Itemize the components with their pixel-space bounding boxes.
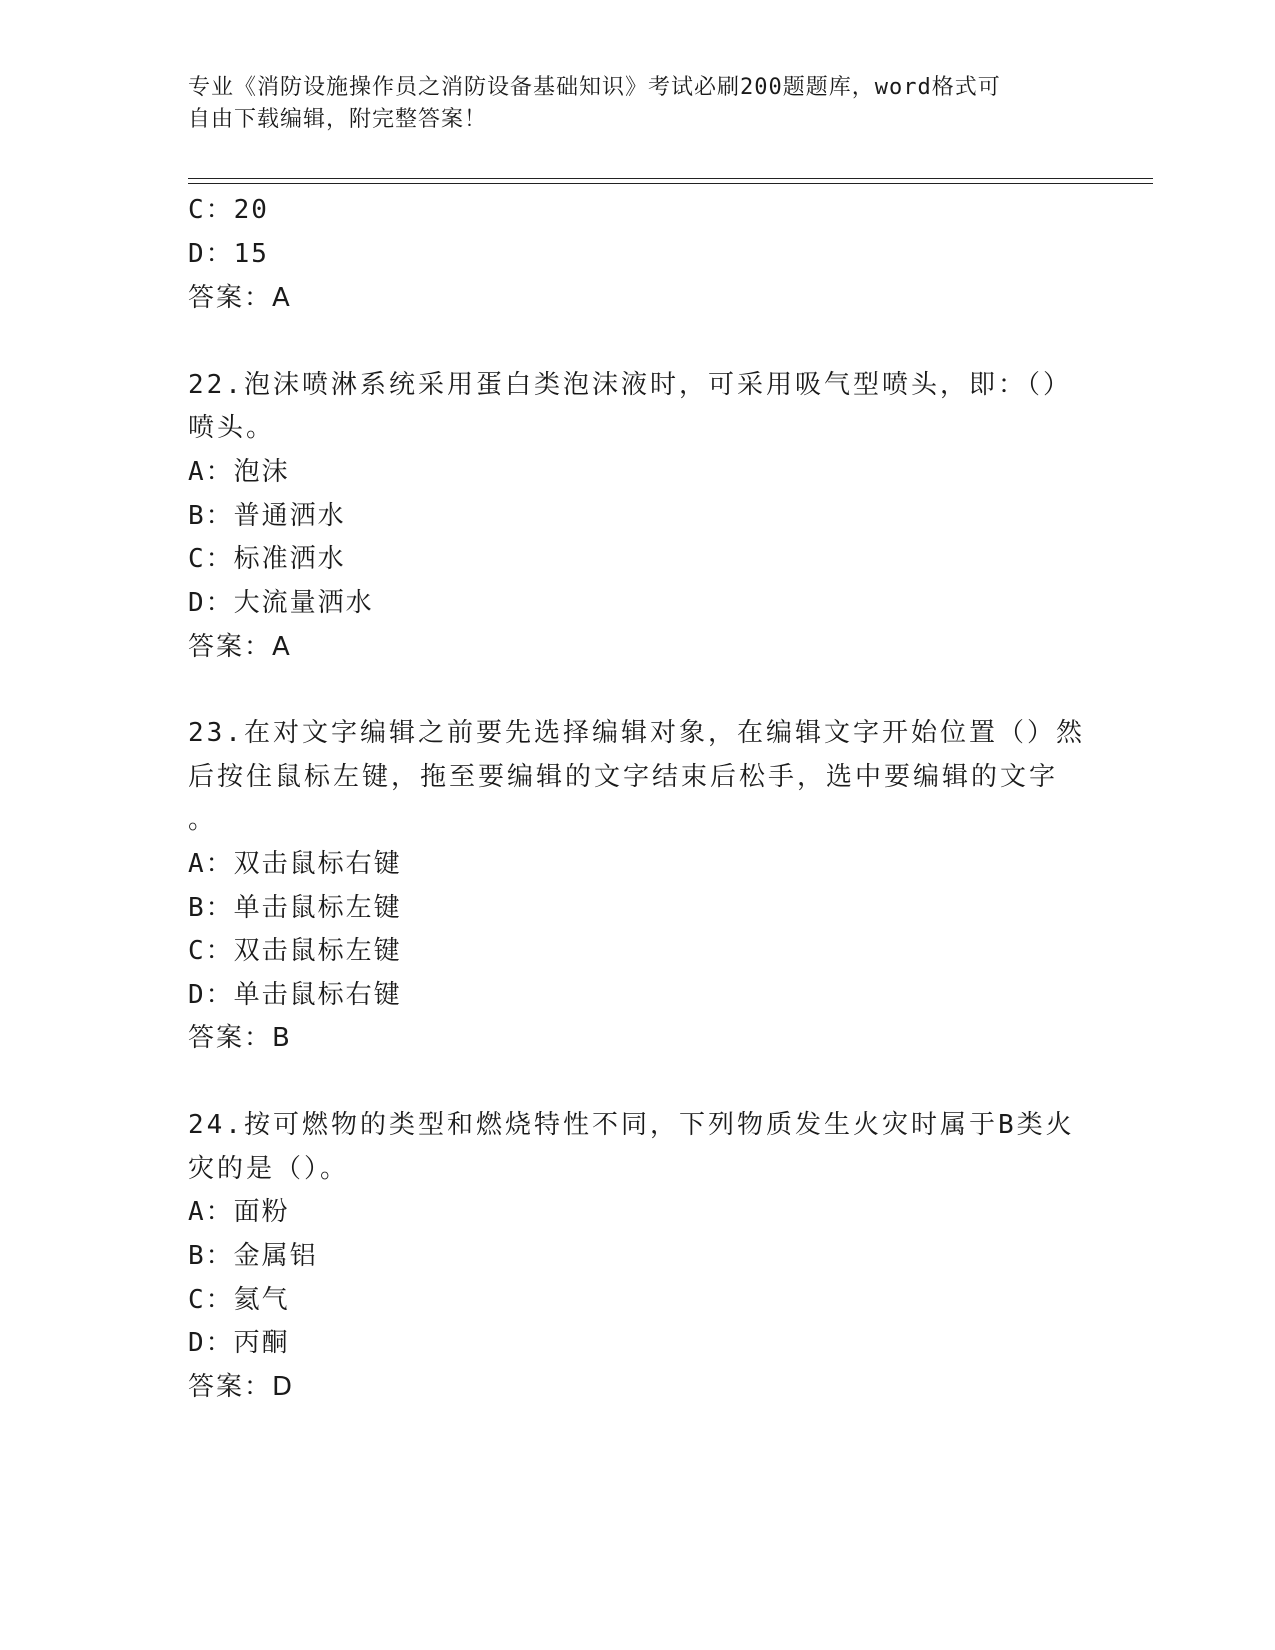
question-23-option-c: C：双击鼠标左键: [188, 936, 402, 966]
answer-line: 答案：A: [188, 283, 292, 313]
question-23-option-b: B：单击鼠标左键: [188, 893, 402, 923]
question-24-option-d: D：丙酮: [188, 1328, 290, 1358]
header-line-2: 自由下载编辑，附完整答案！: [188, 107, 488, 132]
header-line-1: 专业《消防设施操作员之消防设备基础知识》考试必刷200题题库，word格式可: [188, 75, 1001, 100]
header-rule-bottom: [188, 183, 1153, 184]
document-header: [188, 72, 1088, 136]
header-rule-top: [188, 178, 1153, 179]
question-22-stem-line-1: 22.泡沫喷淋系统采用蛋白类泡沫液时，可采用吸气型喷头，即：（）: [188, 370, 1072, 400]
question-22-option-a: A：泡沫: [188, 457, 290, 487]
question-23-option-d: D：单击鼠标右键: [188, 980, 402, 1010]
question-24-option-a: A：面粉: [188, 1197, 290, 1227]
question-24-stem-line-1: 24.按可燃物的类型和燃烧特性不同，下列物质发生火灾时属于B类火: [188, 1110, 1075, 1140]
question-23-answer: 答案：B: [188, 1023, 292, 1053]
question-22-answer: 答案：A: [188, 632, 292, 662]
option-d: D：15: [188, 239, 269, 269]
question-23-option-a: A：双击鼠标右键: [188, 849, 402, 879]
question-24-stem-line-2: 灾的是（）。: [188, 1154, 350, 1184]
question-24-option-c: C：氦气: [188, 1285, 290, 1315]
question-22-stem-line-2: 喷头。: [188, 413, 276, 443]
question-23-stem-line-1: 23.在对文字编辑之前要先选择编辑对象，在编辑文字开始位置（）然: [188, 718, 1085, 748]
question-24-answer: 答案：D: [188, 1372, 295, 1402]
question-24-option-b: B：金属铝: [188, 1241, 318, 1271]
question-23-stem-line-3: 。: [188, 805, 218, 835]
question-23-stem-line-2: 后按住鼠标左键，拖至要编辑的文字结束后松手，选中要编辑的文字: [188, 762, 1059, 792]
question-22-option-c: C：标准洒水: [188, 544, 346, 574]
question-22-option-b: B：普通洒水: [188, 501, 346, 531]
option-c: C：20: [188, 195, 269, 225]
question-22-option-d: D：大流量洒水: [188, 588, 374, 618]
